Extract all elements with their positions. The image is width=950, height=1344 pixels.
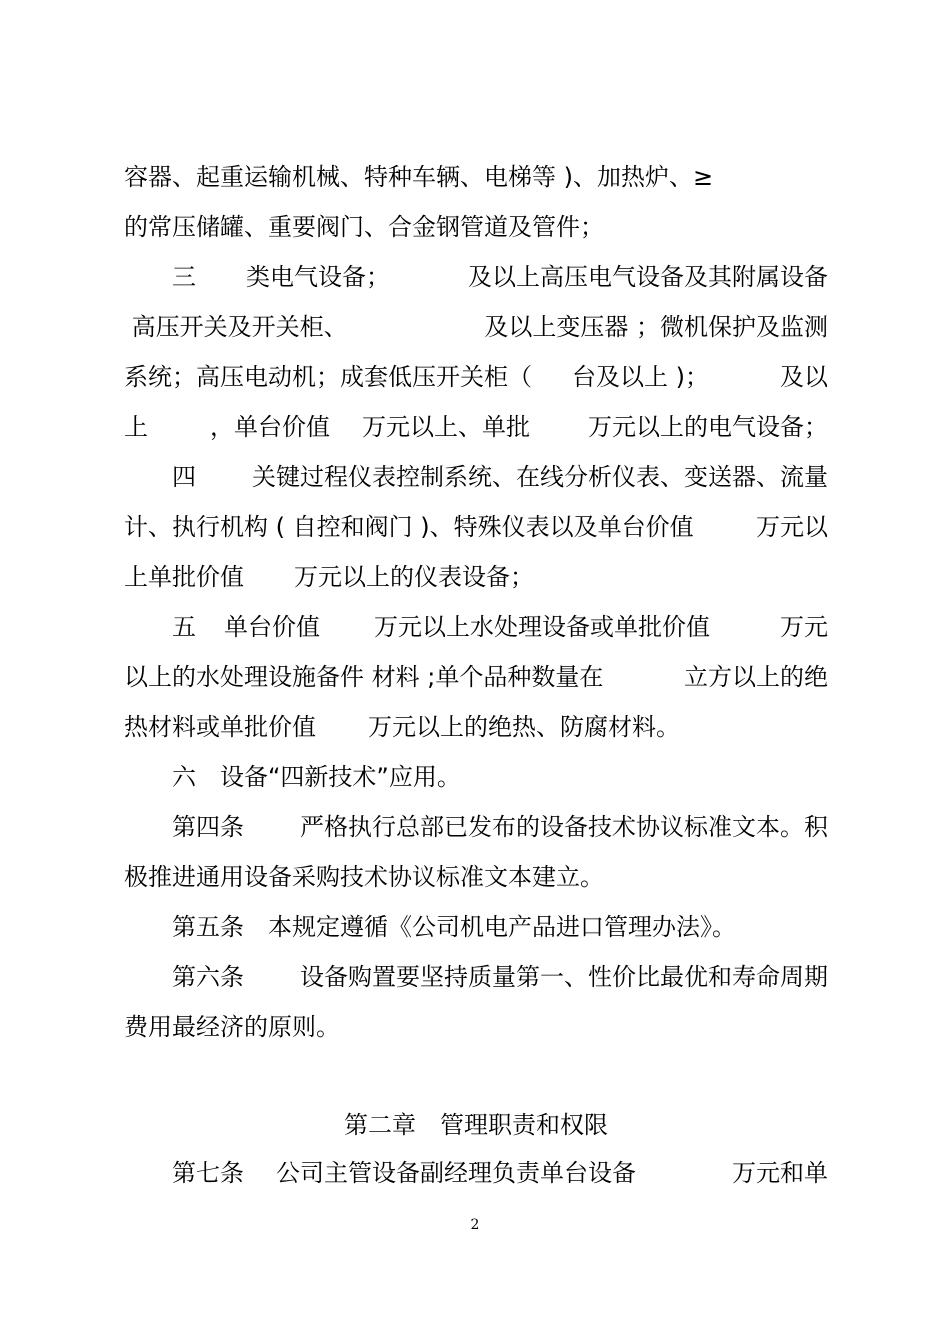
text-segment: 三 [124, 263, 196, 291]
text-segment: 上 [124, 413, 148, 441]
text-segment: 热材料或单批价值 [124, 713, 316, 741]
text-segment: 单台价值 [224, 613, 320, 641]
text-segment: 六 设备“四新技术”应用。 [124, 763, 461, 791]
text-segment: 第四条 [124, 813, 244, 841]
text-segment: 计、执行机构 ( 自控和阀门 )、特殊仪表以及单台价值 [124, 513, 694, 541]
body-line [124, 512, 828, 542]
text-segment: 万元以上水处理设备或单批价值 [374, 613, 710, 641]
text-segment: 上单批价值 [124, 563, 244, 591]
text-segment: 万元以上的电气设备； [588, 413, 828, 441]
text-segment: 高压开关及开关柜、 [124, 313, 348, 341]
body-line [124, 862, 828, 892]
text-segment: 类电气设备； [246, 263, 390, 291]
text-segment: 五 [124, 613, 196, 641]
text-segment: 费用最经济的原则。 [124, 1013, 340, 1041]
text-segment: 及以 [780, 363, 828, 391]
text-segment: 系统；高压电动机；成套低压开关柜（ [124, 363, 532, 391]
text-segment: 容器、起重运输机械、特种车辆、电梯等 )、加热炉、≥ [124, 163, 714, 191]
body-line [124, 712, 828, 742]
body-line [124, 812, 828, 842]
text-segment: 万元以 [756, 513, 828, 541]
body-line [124, 412, 828, 442]
body-line [124, 1012, 828, 1042]
text-segment: 第七条 [124, 1159, 244, 1187]
text-segment: 以上的水处理设施备件 材料 ;单个品种数量在 [124, 663, 604, 691]
body-line [124, 262, 828, 292]
text-segment: 立方以上的绝 [684, 663, 828, 691]
text-segment: 关键过程仪表控制系统、在线分析仪表、变送器、流量 [252, 463, 828, 491]
body-line [124, 312, 828, 342]
body-line [124, 362, 828, 392]
body-line [124, 962, 828, 992]
text-segment: 万元以上的绝热、防腐材料。 [368, 713, 680, 741]
text-segment: 的常压储罐、重要阀门、合金钢管道及管件； [124, 213, 604, 241]
text-segment: 万元和单 [732, 1159, 828, 1187]
body-line [124, 212, 828, 242]
body-line [124, 762, 828, 792]
body-line [124, 1158, 828, 1188]
text-segment: 公司主管设备副经理负责单台设备 [276, 1159, 636, 1187]
text-segment: 设备购置要坚持质量第一、性价比最优和寿命周期 [300, 963, 828, 991]
body-line [124, 662, 828, 692]
text-segment: 万元 [780, 613, 828, 641]
text-segment: 台及以上 )； [572, 363, 709, 391]
text-segment: 万元以上的仪表设备； [294, 563, 534, 591]
text-segment: 四 [124, 463, 196, 491]
text-segment: ，单台价值 [210, 413, 330, 441]
body-line [124, 612, 828, 642]
text-segment: 第五条 本规定遵循《公司机电产品进口管理办法》。 [124, 913, 736, 941]
body-line [124, 162, 828, 192]
text-segment: 极推进通用设备采购技术协议标准文本建立。 [124, 863, 604, 891]
text-segment: 及以上高压电气设备及其附属设备 [468, 263, 828, 291]
page-number: 2 [470, 1217, 480, 1233]
text-segment: 及以上变压器 ；微机保护及监测 [484, 313, 828, 341]
text-segment: 严格执行总部已发布的设备技术协议标准文本。积 [300, 813, 828, 841]
body-line [124, 562, 828, 592]
body-line [124, 462, 828, 492]
text-segment: 万元以上、单批 [362, 413, 530, 441]
body-line [124, 912, 828, 942]
chapter-heading: 第二章 管理职责和权限 [344, 1111, 608, 1139]
text-segment: 第六条 [124, 963, 244, 991]
